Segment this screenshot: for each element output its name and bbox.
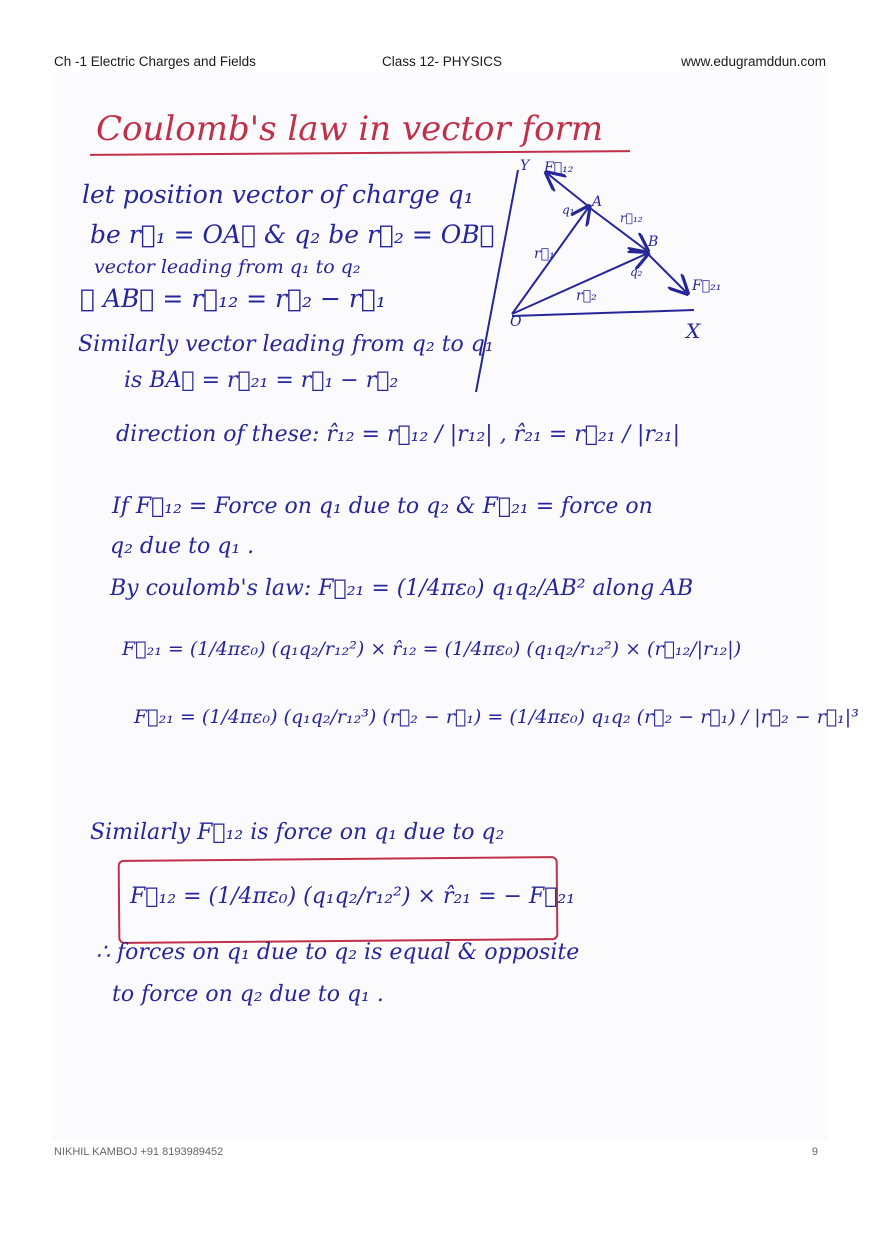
note-line-6: is BA⃗ = r⃗₂₁ = r⃗₁ − r⃗₂ bbox=[124, 368, 399, 393]
note-line-11: F⃗₂₁ = (1/4πε₀) (q₁q₂/r₁₂²) × r̂₁₂ = (1/4πε₀) (q₁q₂/r₁₂²) × (r⃗₁₂/|r₁₂|) bbox=[122, 638, 742, 660]
point-b-label: B bbox=[648, 234, 659, 250]
r12-label: r⃗₁₂ bbox=[620, 211, 643, 225]
note-line-15: ∴ forces on q₁ due to q₂ is equal & opposite bbox=[96, 940, 580, 965]
r1-label: r⃗₁ bbox=[534, 246, 555, 262]
note-line-7: direction of these: r̂₁₂ = r⃗₁₂ / |r₁₂| , r̂₂₁ = r⃗₂₁ / |r₂₁| bbox=[116, 422, 680, 447]
vector-diagram bbox=[470, 150, 730, 400]
footer-author: NIKHIL KAMBOJ +91 8193989452 bbox=[54, 1146, 224, 1158]
note-line-3: vector leading from q₁ to q₂ bbox=[94, 256, 361, 278]
header-chapter: Ch -1 Electric Charges and Fields bbox=[54, 54, 256, 69]
footer-page-number: 9 bbox=[811, 1146, 818, 1158]
note-line-9: q₂ due to q₁ . bbox=[110, 534, 255, 559]
note-line-12: F⃗₂₁ = (1/4πε₀) (q₁q₂/r₁₂³) (r⃗₂ − r⃗₁) = (1/4πε₀) q₁q₂ (r⃗₂ − r⃗₁) / |r⃗₂ − r⃗₁|³ bbox=[134, 706, 859, 728]
page-title: Coulomb's law in vector form bbox=[96, 109, 604, 149]
note-line-10: By coulomb's law: F⃗₂₁ = (1/4πε₀) q₁q₂/AB² along AB bbox=[110, 576, 694, 601]
y-axis-line bbox=[476, 170, 518, 392]
f12-label: F⃗₁₂ bbox=[544, 160, 574, 176]
note-line-14: F⃗₁₂ = (1/4πε₀) (q₁q₂/r₁₂²) × r̂₂₁ = − F⃗₂₁ bbox=[130, 884, 576, 909]
note-line-13: Similarly F⃗₁₂ is force on q₁ due to q₂ bbox=[90, 820, 505, 845]
force-f12 bbox=[548, 174, 588, 206]
x-axis-label: X bbox=[686, 319, 701, 343]
note-line-1: let position vector of charge q₁ bbox=[82, 180, 474, 209]
note-line-8: If F⃗₁₂ = Force on q₁ due to q₂ & F⃗₂₁ = force on bbox=[112, 494, 653, 519]
f21-label: F⃗₂₁ bbox=[692, 278, 722, 294]
point-a-label: A bbox=[592, 194, 603, 210]
note-line-5: Similarly vector leading from q₂ to q₁ bbox=[78, 332, 494, 357]
r2-label: r⃗₂ bbox=[576, 288, 597, 304]
x-axis-line bbox=[512, 310, 694, 316]
note-line-16: to force on q₂ due to q₁ . bbox=[112, 982, 384, 1007]
q2-label: q₂ bbox=[630, 265, 643, 279]
header-class: Class 12- PHYSICS bbox=[382, 54, 503, 69]
force-f21 bbox=[648, 254, 686, 292]
y-axis-label: Y bbox=[520, 158, 530, 174]
origin-label: O bbox=[510, 314, 522, 330]
vector-r2 bbox=[512, 254, 646, 314]
note-line-2: be r⃗₁ = OA⃗ & q₂ be r⃗₂ = OB⃗ bbox=[90, 220, 495, 249]
header-website: www.edugramddun.com bbox=[681, 54, 826, 69]
note-line-4: ∴ AB⃗ = r⃗₁₂ = r⃗₂ − r⃗₁ bbox=[80, 284, 386, 313]
q1-label: q₁ bbox=[562, 203, 575, 217]
